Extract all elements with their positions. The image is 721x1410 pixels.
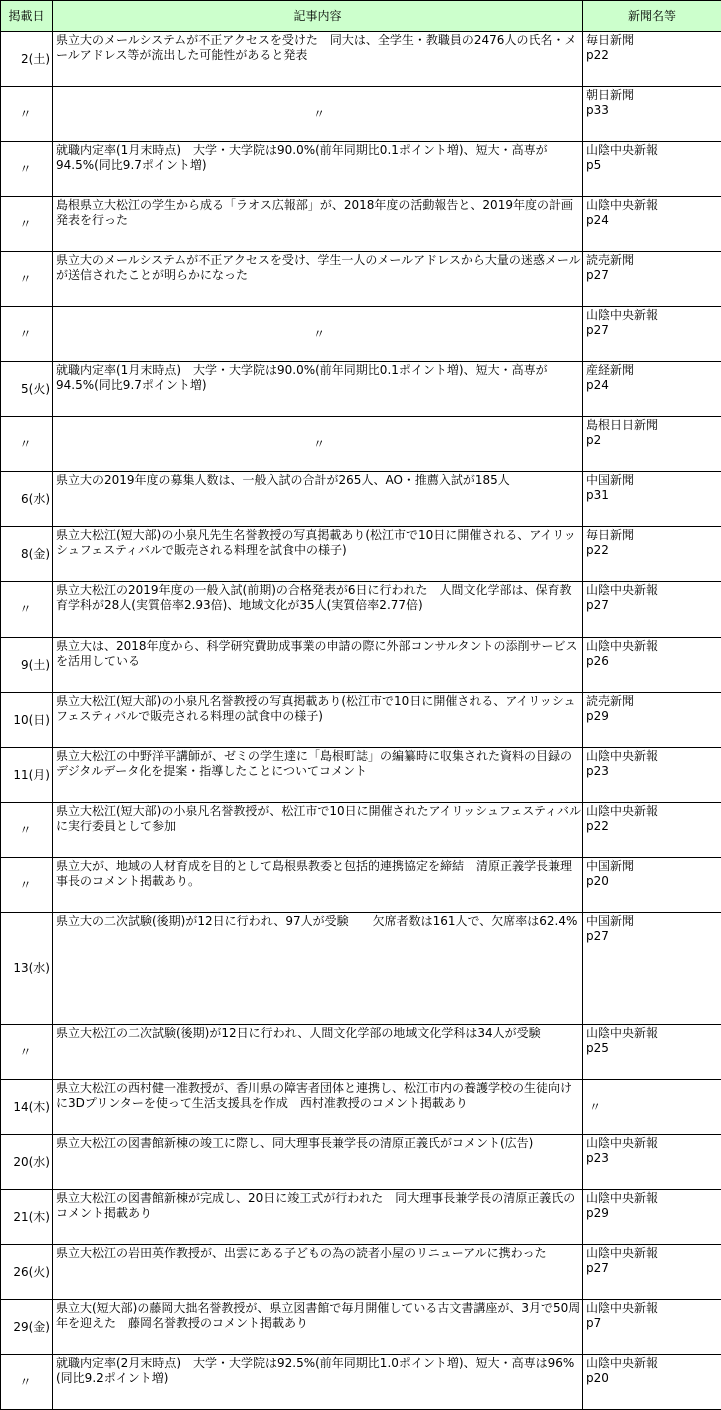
cell-date: 〃 [1, 87, 53, 142]
cell-date: 〃 [1, 858, 53, 913]
header-paper: 新聞名等 [583, 1, 721, 32]
cell-content: 〃 [53, 307, 583, 362]
paper-name: 山陰中央新報 [586, 143, 721, 158]
cell-date: 〃 [1, 197, 53, 252]
cell-paper [583, 803, 721, 858]
cell-date: 10(日) [1, 693, 53, 748]
cell-content: 就職内定率(1月末時点) 大学・大学院は90.0%(前年同期比0.1ポイント増)、短大・高専が94.5%(同比9.7ポイント増) [53, 142, 583, 197]
cell-date: 20(水) [1, 1135, 53, 1190]
table-row [1, 1025, 721, 1080]
cell-paper [583, 32, 721, 87]
cell-paper [583, 362, 721, 417]
cell-paper [583, 1190, 721, 1245]
cell-date: 〃 [1, 142, 53, 197]
table-row [1, 362, 721, 417]
cell-content: 県立大の二次試験(後期)が12日に行われ、97人が受験 欠席者数は161人で、欠席率は62.4% [53, 913, 583, 1025]
cell-content: 県立大の2019年度の募集人数は、一般入試の合計が265人、AO・推薦入試が185人 [53, 472, 583, 527]
cell-date: 〃 [1, 307, 53, 362]
table-row [1, 913, 721, 1025]
cell-paper [583, 638, 721, 693]
paper-name: 毎日新聞 [586, 528, 721, 543]
paper-name: 中国新聞 [586, 473, 721, 488]
cell-content: 県立大松江の西村健一准教授が、香川県の障害者団体と連携し、松江市内の養護学校の生徒向けに3Dプリンターを使って生活支援具を作成 西村准教授のコメント掲載あり [53, 1080, 583, 1135]
paper-name: 山陰中央新報 [586, 1301, 721, 1316]
table-row [1, 252, 721, 307]
page-number: p27 [586, 598, 721, 613]
table-row [1, 693, 721, 748]
cell-content: 県立大松江の図書館新棟の竣工に際し、同大理事長兼学長の清原正義氏がコメント(広告) [53, 1135, 583, 1190]
page-number: p33 [586, 103, 721, 118]
cell-date: 13(水) [1, 913, 53, 1025]
table-row [1, 87, 721, 142]
cell-paper [583, 142, 721, 197]
page-number: p24 [586, 378, 721, 393]
table-row [1, 1190, 721, 1245]
cell-content: 県立大松江(短大部)の小泉凡先生名誉教授の写真掲載あり(松江市で10日に開催される、アイリッシュフェスティバルで販売される料理を試食中の様子) [53, 527, 583, 582]
cell-date: 5(火) [1, 362, 53, 417]
cell-date: 〃 [1, 417, 53, 472]
page-number: p20 [586, 1371, 721, 1386]
page-number: p26 [586, 654, 721, 669]
paper-name: 読売新聞 [586, 694, 721, 709]
cell-date: 21(木) [1, 1190, 53, 1245]
paper-name: 山陰中央新報 [586, 198, 721, 213]
cell-date: 〃 [1, 1025, 53, 1080]
cell-content: 県立大は、2018年度から、科学研究費助成事業の申請の際に外部コンサルタントの添削サービスを活用している [53, 638, 583, 693]
cell-content: 県立大松江の二次試験(後期)が12日に行われ、人間文化学部の地域文化学科は34人が受験 [53, 1025, 583, 1080]
cell-date: 14(木) [1, 1080, 53, 1135]
page-number: p24 [586, 213, 721, 228]
paper-name: 朝日新聞 [586, 88, 721, 103]
cell-paper [583, 417, 721, 472]
cell-date: 〃 [1, 252, 53, 307]
paper-name: 山陰中央新報 [586, 1136, 721, 1151]
cell-paper [583, 197, 721, 252]
cell-paper [583, 87, 721, 142]
page-number: p29 [586, 1206, 721, 1221]
cell-date: 6(水) [1, 472, 53, 527]
header-row [1, 1, 721, 32]
paper-name: 島根日日新聞 [586, 418, 721, 433]
cell-paper [583, 858, 721, 913]
paper-name: 山陰中央新報 [586, 804, 721, 819]
cell-content: 就職内定率(2月末時点) 大学・大学院は92.5%(前年同期比1.0ポイント増)、短大・高専は96%(同比9.2ポイント増) [53, 1355, 583, 1410]
table-row [1, 1300, 721, 1355]
header-content: 記事内容 [53, 1, 583, 32]
page-number: p22 [586, 48, 721, 63]
cell-content: 県立大(短大部)の藤岡大拙名誉教授が、県立図書館で毎月開催している古文書講座が、3月で50周年を迎えた 藤岡名誉教授のコメント掲載あり [53, 1300, 583, 1355]
cell-paper [583, 1300, 721, 1355]
header-date: 掲載日 [1, 1, 53, 32]
paper-name: 〃 [589, 1100, 721, 1115]
table-row [1, 527, 721, 582]
page-number: p23 [586, 764, 721, 779]
table-row [1, 1135, 721, 1190]
table-row [1, 32, 721, 87]
page-number: p27 [586, 1261, 721, 1276]
page-number: p7 [586, 1316, 721, 1331]
cell-content: 県立大が、地域の人材育成を目的として島根県教委と包括的連携協定を締結 清原正義学長兼理事長のコメント掲載あり。 [53, 858, 583, 913]
cell-content: 県立大のメールシステムが不正アクセスを受け、学生一人のメールアドレスから大量の迷惑メールが送信されたことが明らかになった [53, 252, 583, 307]
paper-name: 山陰中央新報 [586, 639, 721, 654]
table-row [1, 748, 721, 803]
cell-content: 〃 [53, 417, 583, 472]
paper-name: 中国新聞 [586, 859, 721, 874]
cell-paper [583, 1025, 721, 1080]
table-row [1, 307, 721, 362]
paper-name: 毎日新聞 [586, 33, 721, 48]
cell-paper [583, 307, 721, 362]
page-number: p5 [586, 158, 721, 173]
table-row [1, 1080, 721, 1135]
cell-date: 8(金) [1, 527, 53, 582]
cell-paper [583, 582, 721, 638]
table-row [1, 417, 721, 472]
paper-name: 中国新聞 [586, 914, 721, 929]
cell-content: 県立大松江(短大部)の小泉凡名誉教授の写真掲載あり(松江市で10日に開催される、アイリッシュフェスティバルで販売される料理の試食中の様子) [53, 693, 583, 748]
cell-date: 〃 [1, 582, 53, 638]
paper-name: 産経新聞 [586, 363, 721, 378]
page-number: p27 [586, 929, 721, 944]
cell-date: 〃 [1, 803, 53, 858]
table-row [1, 858, 721, 913]
table-row [1, 1355, 721, 1410]
cell-date: 〃 [1, 1355, 53, 1410]
cell-paper [583, 693, 721, 748]
cell-content: 県立大松江の岩田英作教授が、出雲にある子どもの為の読者小屋のリニューアルに携わった [53, 1245, 583, 1300]
cell-paper [583, 913, 721, 1025]
page-number: p20 [586, 874, 721, 889]
page-number: p22 [586, 819, 721, 834]
cell-paper [583, 252, 721, 307]
page-number: p27 [586, 323, 721, 338]
paper-name: 山陰中央新報 [586, 1246, 721, 1261]
table-row [1, 582, 721, 638]
cell-paper [583, 1355, 721, 1410]
page-number: p22 [586, 543, 721, 558]
cell-date: 9(土) [1, 638, 53, 693]
cell-paper [583, 472, 721, 527]
cell-content: 県立大松江(短大部)の小泉凡名誉教授が、松江市で10日に開催されたアイリッシュフェスティバルに実行委員として参加 [53, 803, 583, 858]
cell-content: 県立大のメールシステムが不正アクセスを受けた 同大は、全学生・教職員の2476人の氏名・メールアドレス等が流出した可能性があると発表 [53, 32, 583, 87]
page-number: p2 [586, 433, 721, 448]
cell-content: 〃 [53, 87, 583, 142]
cell-paper [583, 748, 721, 803]
table-row [1, 638, 721, 693]
cell-paper [583, 527, 721, 582]
cell-paper [583, 1080, 721, 1135]
table-row [1, 1245, 721, 1300]
table-row [1, 197, 721, 252]
cell-content: 県立大松江の2019年度の一般入試(前期)の合格発表が6日に行われた 人間文化学部は、保育教育学科が28人(実質倍率2.93倍)、地域文化が35人(実質倍率2.77倍) [53, 582, 583, 638]
cell-content: 県立大松江の図書館新棟が完成し、20日に竣工式が行われた 同大理事長兼学長の清原正義氏のコメント掲載あり [53, 1190, 583, 1245]
table-row [1, 472, 721, 527]
paper-name: 山陰中央新報 [586, 308, 721, 323]
cell-date: 26(火) [1, 1245, 53, 1300]
page-number: p25 [586, 1041, 721, 1056]
table-row [1, 142, 721, 197]
paper-name: 読売新聞 [586, 253, 721, 268]
paper-name: 山陰中央新報 [586, 1026, 721, 1041]
cell-date: 29(金) [1, 1300, 53, 1355]
table-body [1, 32, 721, 1410]
paper-name: 山陰中央新報 [586, 1356, 721, 1371]
page-number: p29 [586, 709, 721, 724]
page-number: p27 [586, 268, 721, 283]
cell-content: 島根県立大松江の学生から成る「ラオス広報部」が、2018年度の活動報告と、2019年度の計画発表を行った [53, 197, 583, 252]
paper-name: 山陰中央新報 [586, 583, 721, 598]
page-number: p23 [586, 1151, 721, 1166]
cell-content: 県立大松江の中野洋平講師が、ゼミの学生達に「島根町誌」の編纂時に収集された資料の目録のデジタルデータ化を提案・指導したことについてコメント [53, 748, 583, 803]
paper-name: 山陰中央新報 [586, 1191, 721, 1206]
paper-name: 山陰中央新報 [586, 749, 721, 764]
cell-date: 11(月) [1, 748, 53, 803]
cell-content: 就職内定率(1月末時点) 大学・大学院は90.0%(前年同期比0.1ポイント増)、短大・高専が94.5%(同比9.7ポイント増) [53, 362, 583, 417]
table-row [1, 803, 721, 858]
cell-paper [583, 1245, 721, 1300]
cell-paper [583, 1135, 721, 1190]
page-number: p31 [586, 488, 721, 503]
cell-date: 2(土) [1, 32, 53, 87]
